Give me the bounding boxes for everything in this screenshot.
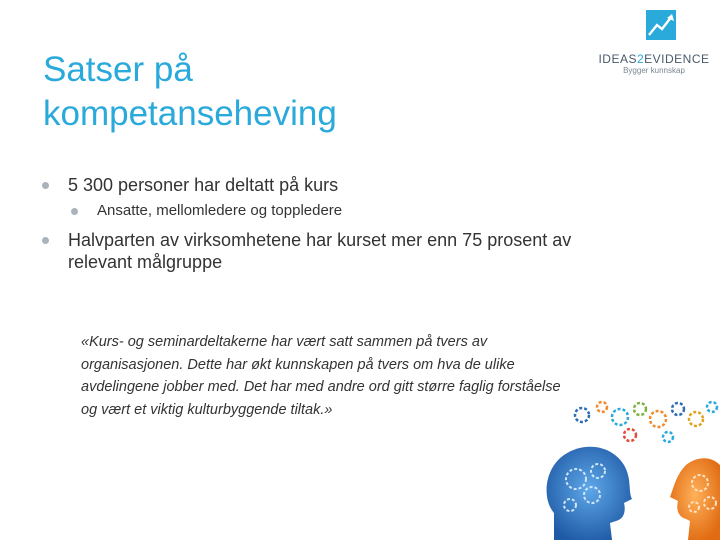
bullet-dot-1: [42, 182, 49, 189]
bullet-item-3-line-1: Halvparten av virksomhetene har kurset mer enn 75 prosent av: [68, 230, 572, 250]
orange-head: [670, 458, 720, 540]
logo-name-part-2: 2: [636, 52, 645, 66]
logo-wordmark: [590, 52, 718, 66]
title-line-1: Satser på: [43, 50, 193, 89]
heads-with-gears-illustration: [540, 395, 720, 540]
quote-line-2: organisasjonen. Dette har økt kunnskapen på tvers om hva de ulike: [81, 356, 515, 373]
title-line-2: kompetanseheving: [43, 94, 337, 133]
quote-line-1: «Kurs- og seminardeltakerne har vært satt sammen på tvers av: [81, 334, 488, 350]
bullet-dot-3: [42, 237, 49, 244]
slide-title: [43, 48, 563, 136]
bullet-item-3-line-2: relevant målgruppe: [68, 252, 223, 272]
logo-tagline: Bygger kunnskap: [623, 66, 685, 75]
bullet-item-1: 5 300 personer har deltatt på kurs: [68, 175, 339, 195]
bullet-item-3: [68, 229, 648, 273]
bullet-dot-2: [71, 208, 78, 215]
blue-head: [547, 447, 632, 540]
logo-name-part-3: EVIDENCE: [644, 52, 710, 66]
logo-chart-icon: [646, 10, 676, 40]
quote-line-4: og vært et viktig kulturbyggende tiltak.»: [81, 401, 333, 418]
quote-line-3: avdelingene jobber med. Det har med andre ord gitt større faglig forståelse: [81, 379, 561, 395]
logo-name-part-1: IDEAS: [598, 52, 637, 66]
bullet-item-2: Ansatte, mellomledere og toppledere: [97, 202, 343, 219]
gear-cluster: [575, 402, 717, 442]
